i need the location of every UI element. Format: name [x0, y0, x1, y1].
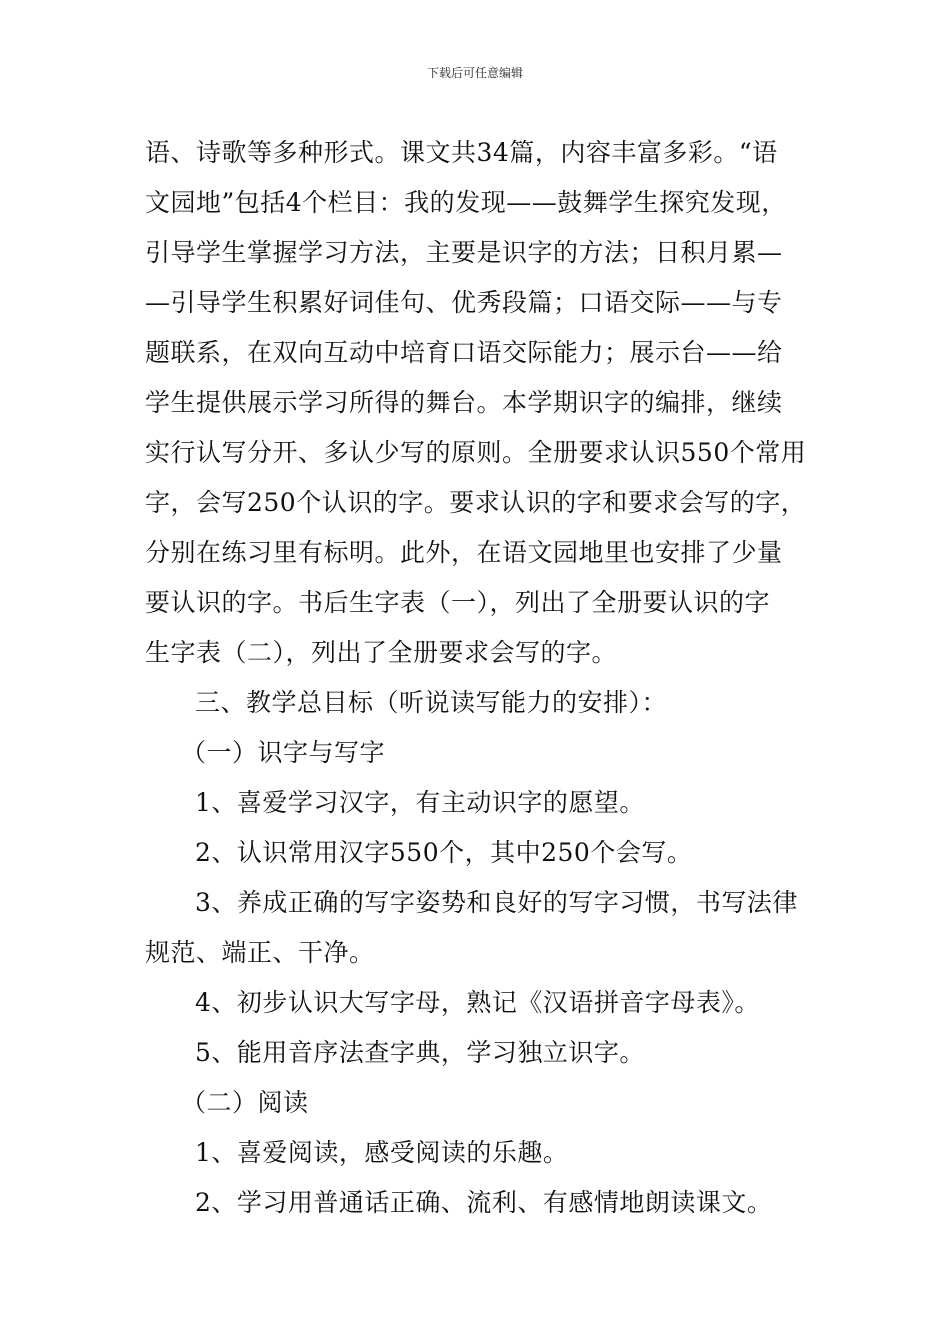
list-item: 2、学习用普通话正确、流利、有感情地朗读课文。	[195, 1188, 773, 1217]
paragraph-line: 字，会写250个认识的字。要求认识的字和要求会写的字，	[145, 488, 807, 517]
list-item: 3、养成正确的写字姿势和良好的写字习惯，书写法律	[195, 888, 798, 917]
subsection-title: （一）识字与写字	[181, 738, 386, 767]
list-item-continuation: 规范、端正、干净。	[145, 938, 375, 967]
paragraph-line: 题联系，在双向互动中培育口语交际能力；展示台——给	[145, 338, 783, 367]
list-item: 1、喜爱学习汉字，有主动识字的愿望。	[195, 788, 645, 817]
paragraph-line: 学生提供展示学习所得的舞台。本学期识字的编排，继续	[145, 388, 783, 417]
paragraph-line: 文园地”包括4个栏目：我的发现——鼓舞学生探究发现，	[145, 188, 787, 217]
list-item: 1、喜爱阅读，感受阅读的乐趣。	[195, 1138, 569, 1167]
paragraph-line: 要认识的字。书后生字表（一），列出了全册要认识的字	[145, 588, 771, 617]
paragraph-line: —引导学生积累好词佳句、优秀段篇；口语交际——与专	[145, 288, 783, 317]
paragraph-line: 引导学生掌握学习方法，主要是识字的方法；日积月累—	[145, 238, 783, 267]
list-item: 2、认识常用汉字550个，其中250个会写。	[195, 838, 693, 867]
document-body	[145, 128, 810, 1228]
list-item: 5、能用音序法查字典，学习独立识字。	[195, 1038, 645, 1067]
paragraph-line: 语、诗歌等多种形式。课文共34篇，内容丰富多彩。“语	[145, 138, 778, 167]
page-header-note: 下载后可任意编辑	[426, 66, 523, 80]
paragraph-line: 分别在练习里有标明。此外，在语文园地里也安排了少量	[145, 538, 783, 567]
subsection-title: （二）阅读	[181, 1088, 309, 1117]
paragraph-line: 实行认写分开、多认少写的原则。全册要求认识550个常用	[145, 438, 807, 467]
section-title: 三、教学总目标（听说读写能力的安排）：	[195, 688, 668, 717]
list-item: 4、初步认识大写字母，熟记《汉语拼音字母表》。	[195, 988, 760, 1017]
paragraph-line: 生字表（二），列出了全册要求会写的字。	[145, 638, 618, 667]
